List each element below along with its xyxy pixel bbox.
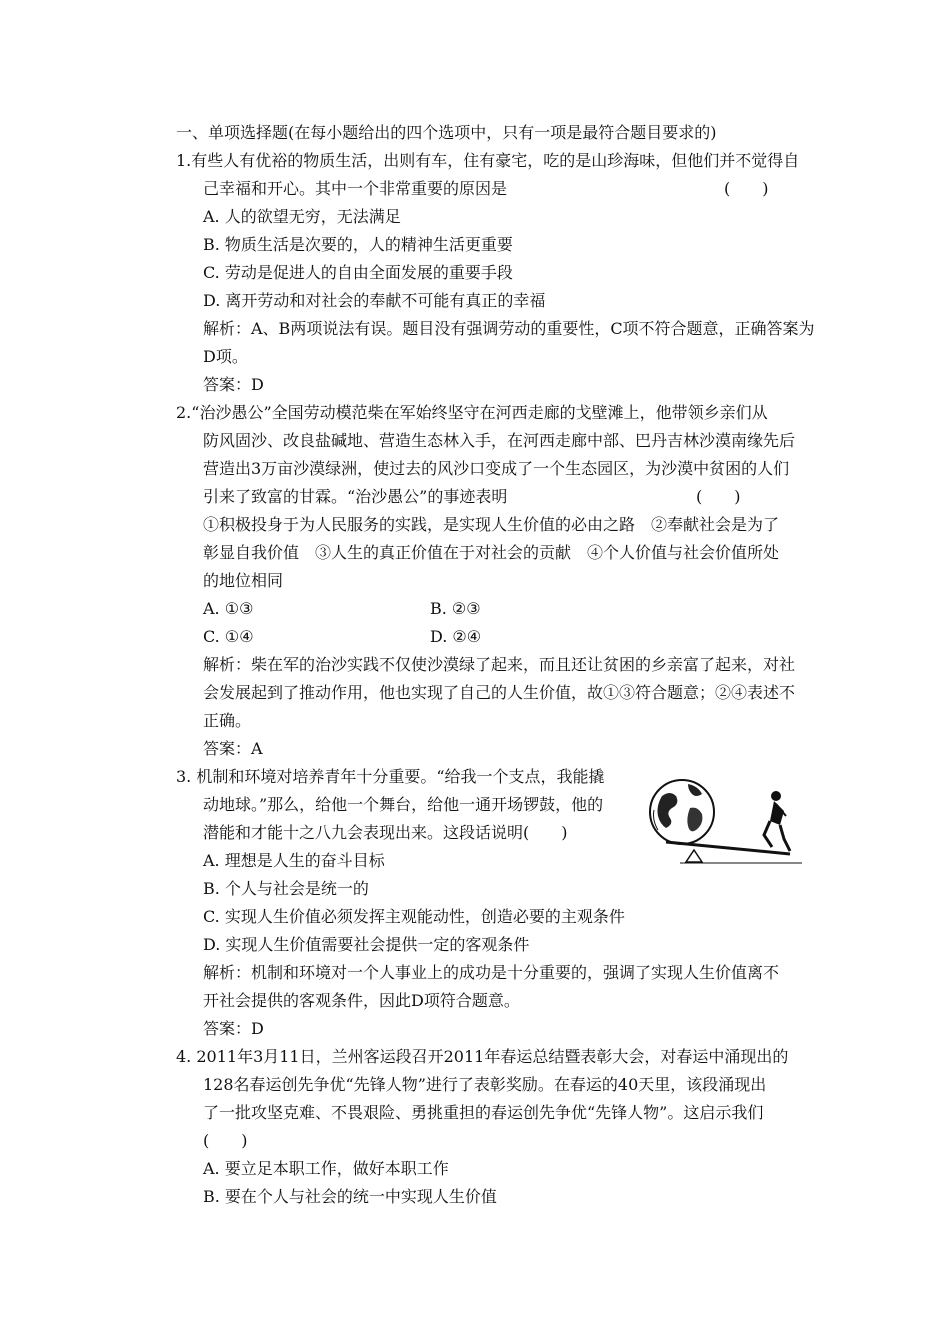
q2-option-a: A. ①③ bbox=[203, 599, 254, 618]
q2-option-b: B. ②③ bbox=[430, 599, 481, 618]
q4-stem-line-1: 4. 2011年3月11日，兰州客运段召开2011年春运总结暨表彰大会，对春运中涌现出的 bbox=[176, 1047, 789, 1066]
q3-stem-line-2: 动地球。”那么，给他一个舞台，给他一通开场锣鼓，他的 bbox=[203, 795, 604, 814]
q2-answer: 答案：A bbox=[203, 739, 263, 758]
q3-stem-line-1: 3. 机制和环境对培养青年十分重要。“给我一个支点，我能撬 bbox=[176, 767, 605, 786]
q4-option-a: A. 要立足本职工作，做好本职工作 bbox=[203, 1159, 449, 1178]
q2-analysis-line-2: 会发展起到了推动作用，他也实现了自己的人生价值，故①③符合题意；②④表述不 bbox=[203, 683, 796, 702]
q2-analysis-line-3: 正确。 bbox=[203, 711, 252, 730]
section-title: 一、单项选择题(在每小题给出的四个选项中，只有一项是最符合题目要求的) bbox=[176, 123, 717, 142]
q3-option-a: A. 理想是人生的奋斗目标 bbox=[203, 851, 385, 870]
q1-option-b: B. 物质生活是次要的，人的精神生活更重要 bbox=[203, 235, 513, 254]
q2-answer-bracket: ( ) bbox=[696, 487, 741, 506]
q1-answer-bracket: ( ) bbox=[724, 179, 769, 198]
q1-answer: 答案：D bbox=[203, 375, 264, 394]
q1-analysis-line-1: 解析：A、B两项说法有误。题目没有强调劳动的重要性，C项不符合题意，正确答案为 bbox=[203, 319, 815, 338]
q4-stem-line-3: 了一批攻坚克难、不畏艰险、勇挑重担的春运创先争优“先锋人物”。这启示我们 bbox=[203, 1103, 764, 1122]
q2-stem-line-4: 引来了致富的甘霖。“治沙愚公”的事迹表明 bbox=[203, 487, 508, 506]
q1-stem-line-2: 己幸福和开心。其中一个非常重要的原因是 bbox=[203, 179, 508, 198]
q3-option-c: C. 实现人生价值必须发挥主观能动性，创造必要的主观条件 bbox=[203, 907, 625, 926]
q2-statement-line-2: 彰显自我价值 ③人生的真正价值在于对社会的贡献 ④个人价值与社会价值所处 bbox=[203, 543, 780, 562]
q2-stem-line-1: 2.“治沙愚公”全国劳动模范柴在军始终坚守在河西走廊的戈壁滩上，他带领乡亲们从 bbox=[176, 403, 768, 422]
q1-analysis-line-2: D项。 bbox=[203, 347, 248, 366]
q3-analysis-line-2: 开社会提供的客观条件，因此D项符合题意。 bbox=[203, 991, 520, 1010]
q3-answer: 答案：D bbox=[203, 1019, 264, 1038]
q2-statement-line-1: ①积极投身于为人民服务的实践，是实现人生价值的必由之路 ②奉献社会是为了 bbox=[203, 515, 780, 534]
q3-stem-line-3: 潜能和才能十之八九会表现出来。这段话说明( ) bbox=[203, 823, 568, 842]
q2-option-d: D. ②④ bbox=[430, 627, 482, 646]
q2-statement-line-3: 的地位相同 bbox=[203, 571, 284, 590]
q1-option-d: D. 离开劳动和对社会的奉献不可能有真正的幸福 bbox=[203, 291, 546, 310]
q2-stem-line-3: 营造出3万亩沙漠绿洲，使过去的风沙口变成了一个生态园区，为沙漠中贫困的人们 bbox=[203, 459, 790, 478]
q4-option-b: B. 要在个人与社会的统一中实现人生价值 bbox=[203, 1187, 497, 1206]
q3-option-d: D. 实现人生价值需要社会提供一定的客观条件 bbox=[203, 935, 530, 954]
q3-option-b: B. 个人与社会是统一的 bbox=[203, 879, 369, 898]
q2-stem-line-2: 防风固沙、改良盐碱地、营造生态林入手，在河西走廊中部、巴丹吉林沙漠南缘先后 bbox=[203, 431, 796, 450]
q2-option-c: C. ①④ bbox=[203, 627, 254, 646]
lever-globe-illustration bbox=[640, 770, 805, 868]
q4-stem-line-2: 128名春运创先争优“先锋人物”进行了表彰奖励。在春运的40天里，该段涌现出 bbox=[203, 1075, 767, 1094]
q2-analysis-line-1: 解析：柴在军的治沙实践不仅使沙漠绿了起来，而且还让贫困的乡亲富了起来，对社 bbox=[203, 655, 796, 674]
q1-option-a: A. 人的欲望无穷，无法满足 bbox=[203, 207, 401, 226]
q1-option-c: C. 劳动是促进人的自由全面发展的重要手段 bbox=[203, 263, 513, 282]
q3-analysis-line-1: 解析：机制和环境对一个人事业上的成功是十分重要的，强调了实现人生价值离不 bbox=[203, 963, 780, 982]
q4-answer-bracket: ( ) bbox=[203, 1131, 248, 1150]
q1-stem-line-1: 1.有些人有优裕的物质生活，出则有车，住有豪宅，吃的是山珍海味，但他们并不觉得自 bbox=[176, 151, 800, 170]
